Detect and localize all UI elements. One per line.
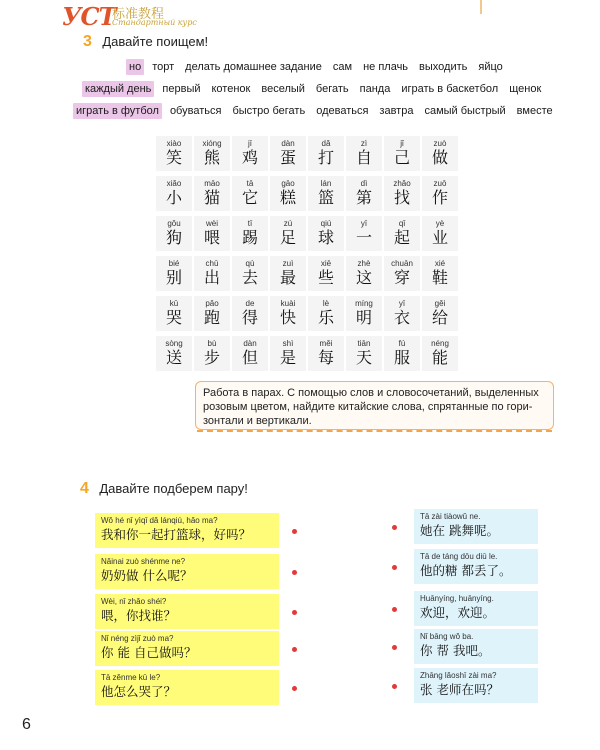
- phrase-hanzi: 你 帮 我吧。: [420, 643, 491, 658]
- header-divider: [480, 0, 482, 14]
- cell-pinyin: bié: [168, 259, 180, 268]
- phrase-pinyin: Nǐ bāng wǒ ba.: [420, 632, 474, 641]
- cell-character: 服: [393, 348, 410, 367]
- cell-character: 作: [431, 188, 448, 207]
- grid-cell: [156, 256, 192, 291]
- header-chinese-title: 标准教程: [112, 7, 165, 22]
- cell-pinyin: de: [245, 299, 255, 308]
- word: щенок: [509, 83, 542, 95]
- grid-cell: [156, 136, 192, 171]
- section3-number: 3: [83, 33, 92, 50]
- grid-cell: [384, 296, 420, 331]
- grid-cell: [270, 176, 306, 211]
- cell-pinyin: chuān: [391, 259, 413, 268]
- cell-character: 找: [393, 188, 410, 207]
- cell-character: 做: [431, 148, 448, 167]
- instruction-box-dashed-edge: [197, 430, 552, 432]
- section4-title: Давайте подберем пару!: [99, 481, 248, 496]
- cell-character: 第: [355, 188, 372, 207]
- word: играть в баскетбол: [401, 83, 499, 95]
- cell-character: 鸡: [241, 148, 258, 167]
- cell-pinyin: gěi: [434, 299, 446, 308]
- cell-pinyin: zuì: [282, 259, 294, 268]
- grid-cell: [194, 336, 230, 371]
- grid-cell: [308, 296, 344, 331]
- word: завтра: [379, 105, 414, 117]
- cell-character: 这: [355, 268, 372, 287]
- cell-character: 送: [165, 348, 182, 367]
- grid-cell: [194, 136, 230, 171]
- phrase-pinyin: Huānyíng, huānyíng.: [420, 594, 494, 603]
- word: яйцо: [478, 61, 503, 73]
- matching-left-phrase: [95, 594, 279, 629]
- phrase-pinyin: Tā de táng dōu diū le.: [420, 552, 498, 561]
- header-russian-title: Стандартный курс: [112, 18, 197, 27]
- matching-right-phrase: [414, 549, 538, 584]
- cell-pinyin: yī: [398, 299, 406, 308]
- grid-cell: [384, 256, 420, 291]
- right-connector-dot[interactable]: [392, 525, 397, 530]
- cell-pinyin: jǐ: [400, 139, 404, 148]
- grid-cell: [308, 136, 344, 171]
- cell-pinyin: jī: [248, 139, 252, 148]
- word: самый быстрый: [424, 105, 506, 117]
- instruction-line: розовым цветом, найдите китайские слова, спрятанные по гори-: [203, 401, 533, 413]
- word-bank-row: [82, 81, 549, 97]
- highlighted-word: каждый день: [82, 81, 154, 97]
- grid-cell: [346, 176, 382, 211]
- cell-character: 鞋: [431, 268, 448, 287]
- cell-character: 穿: [393, 268, 410, 287]
- highlighted-word: играть в футбол: [73, 103, 162, 119]
- section4-number: 4: [80, 480, 89, 497]
- phrase-hanzi: 她在 跳舞呢。: [420, 523, 499, 538]
- word-bank-row: [126, 59, 511, 75]
- cell-character: 它: [241, 188, 258, 207]
- cell-pinyin: zì: [360, 139, 368, 148]
- grid-cell: [270, 136, 306, 171]
- grid-cell: [346, 336, 382, 371]
- phrase-pinyin: Wèi, nǐ zhǎo shéi?: [101, 597, 167, 606]
- character-grid: [156, 136, 462, 376]
- left-connector-dot[interactable]: [292, 570, 297, 575]
- cell-pinyin: qǐ: [398, 219, 406, 228]
- word: веселый: [261, 83, 305, 95]
- phrase-hanzi: 他的糖 都丢了。: [420, 563, 512, 578]
- grid-row: [156, 336, 462, 371]
- grid-row: [156, 176, 462, 211]
- cell-character: 踢: [241, 228, 258, 247]
- grid-cell: [156, 176, 192, 211]
- cell-pinyin: qù: [245, 259, 255, 268]
- cell-character: 打: [317, 148, 334, 167]
- cell-pinyin: xióng: [202, 139, 222, 148]
- word: первый: [162, 83, 201, 95]
- cell-character: 糕: [279, 188, 296, 207]
- cell-pinyin: xiē: [320, 259, 332, 268]
- word: котенок: [211, 83, 251, 95]
- cell-character: 喂: [203, 228, 220, 247]
- cell-pinyin: dǎ: [321, 139, 331, 148]
- cell-character: 给: [431, 308, 448, 327]
- grid-cell: [194, 296, 230, 331]
- cell-pinyin: měi: [319, 339, 333, 348]
- section3-title: Давайте поищем!: [102, 34, 209, 49]
- grid-cell: [422, 336, 458, 371]
- grid-cell: [346, 256, 382, 291]
- matching-left-phrase: [95, 554, 279, 589]
- cell-pinyin: bù: [207, 339, 217, 348]
- left-connector-dot[interactable]: [292, 686, 297, 691]
- cell-character: 明: [355, 308, 372, 327]
- cell-character: 笑: [165, 148, 182, 167]
- cell-pinyin: sòng: [165, 339, 183, 348]
- grid-cell: [270, 216, 306, 251]
- cell-character: 出: [203, 268, 220, 287]
- cell-pinyin: míng: [355, 299, 373, 308]
- cell-character: 一: [355, 228, 372, 247]
- series-logo: УСТ: [62, 2, 116, 31]
- grid-cell: [194, 216, 230, 251]
- grid-cell: [156, 296, 192, 331]
- grid-cell: [346, 136, 382, 171]
- cell-character: 篮: [317, 188, 334, 207]
- cell-character: 狗: [165, 228, 182, 247]
- cell-pinyin: xié: [434, 259, 446, 268]
- cell-pinyin: wèi: [205, 219, 218, 228]
- left-connector-dot[interactable]: [292, 529, 297, 534]
- grid-cell: [270, 336, 306, 371]
- word: делать домашнее задание: [185, 61, 322, 73]
- grid-cell: [422, 176, 458, 211]
- cell-pinyin: xiǎo: [166, 179, 182, 188]
- matching-left-phrase: [95, 631, 279, 666]
- cell-pinyin: tiān: [357, 339, 371, 348]
- grid-cell: [384, 336, 420, 371]
- word: выходить: [419, 61, 468, 73]
- cell-pinyin: dì: [360, 179, 368, 188]
- phrase-pinyin: Tā zěnme kū le?: [101, 673, 161, 682]
- grid-cell: [156, 336, 192, 371]
- cell-pinyin: pǎo: [205, 299, 219, 308]
- cell-character: 自: [355, 148, 372, 167]
- grid-cell: [384, 176, 420, 211]
- cell-character: 但: [241, 348, 258, 367]
- word: торт: [152, 61, 175, 73]
- word: бегать: [315, 83, 349, 95]
- grid-cell: [346, 296, 382, 331]
- phrase-hanzi: 我和你一起打篮球，好吗？: [101, 527, 252, 542]
- cell-pinyin: tā: [246, 179, 254, 188]
- grid-row: [156, 216, 462, 251]
- cell-pinyin: yè: [435, 219, 445, 228]
- cell-character: 步: [203, 348, 220, 367]
- grid-cell: [232, 256, 268, 291]
- word: одеваться: [316, 105, 369, 117]
- cell-pinyin: lán: [320, 179, 332, 188]
- instruction-line: зонтали и вертикали.: [203, 415, 312, 427]
- instruction-box: [195, 381, 554, 430]
- right-connector-dot[interactable]: [392, 565, 397, 570]
- right-connector-dot[interactable]: [392, 684, 397, 689]
- cell-pinyin: dàn: [243, 339, 257, 348]
- cell-character: 最: [279, 268, 296, 287]
- cell-character: 天: [355, 348, 372, 367]
- cell-pinyin: gǒu: [167, 219, 181, 228]
- phrase-pinyin: Nǎinai zuò shénme ne?: [101, 557, 186, 566]
- cell-pinyin: xiào: [166, 139, 182, 148]
- matching-right-phrase: [414, 668, 538, 703]
- word-bank-row: [73, 103, 561, 119]
- word: панда: [359, 83, 391, 95]
- phrase-hanzi: 欢迎，欢迎。: [420, 605, 496, 620]
- matching-right-phrase: [414, 591, 538, 626]
- right-connector-dot[interactable]: [392, 645, 397, 650]
- section3-heading: [83, 33, 208, 51]
- word: сам: [332, 61, 353, 73]
- grid-cell: [384, 136, 420, 171]
- phrase-pinyin: Wǒ hé nǐ yìqǐ dǎ lánqiú, hǎo ma?: [101, 516, 218, 525]
- grid-cell: [156, 216, 192, 251]
- grid-cell: [308, 176, 344, 211]
- cell-pinyin: gāo: [281, 179, 295, 188]
- matching-right-phrase: [414, 629, 538, 664]
- word: быстро бегать: [232, 105, 306, 117]
- grid-cell: [422, 216, 458, 251]
- cell-pinyin: yī: [360, 219, 368, 228]
- cell-character: 熊: [203, 148, 220, 167]
- phrase-hanzi: 你 能 自己做吗？: [101, 645, 197, 660]
- cell-character: 每: [317, 348, 334, 367]
- phrase-hanzi: 奶奶做 什么呢？: [101, 568, 193, 583]
- left-connector-dot[interactable]: [292, 647, 297, 652]
- phrase-pinyin: Tā zài tiàowǔ ne.: [420, 512, 481, 521]
- grid-cell: [270, 256, 306, 291]
- phrase-hanzi: 张 老师在吗？: [420, 682, 499, 697]
- grid-cell: [308, 216, 344, 251]
- cell-character: 去: [241, 268, 258, 287]
- word: обуваться: [169, 105, 222, 117]
- grid-row: [156, 296, 462, 331]
- cell-pinyin: kuài: [280, 299, 296, 308]
- cell-pinyin: kū: [169, 299, 179, 308]
- grid-cell: [232, 216, 268, 251]
- cell-character: 是: [279, 348, 296, 367]
- cell-pinyin: zú: [283, 219, 293, 228]
- page-number: 6: [22, 716, 31, 733]
- section4-heading: [80, 480, 248, 498]
- word: вместе: [516, 105, 553, 117]
- cell-character: 业: [431, 228, 448, 247]
- instruction-line: Работа в парах. С помощью слов и словосочетаний, выделенных: [203, 387, 539, 399]
- matching-left-phrase: [95, 513, 279, 548]
- cell-pinyin: qiú: [320, 219, 332, 228]
- cell-character: 得: [241, 308, 258, 327]
- cell-character: 哭: [165, 308, 182, 327]
- cell-character: 蛋: [279, 148, 296, 167]
- cell-pinyin: zuò: [433, 139, 447, 148]
- cell-pinyin: néng: [431, 339, 449, 348]
- grid-cell: [232, 176, 268, 211]
- cell-character: 球: [317, 228, 334, 247]
- grid-cell: [194, 256, 230, 291]
- grid-cell: [308, 256, 344, 291]
- cell-pinyin: shì: [282, 339, 294, 348]
- matching-right-phrase: [414, 509, 538, 544]
- phrase-pinyin: Nǐ néng zìjǐ zuò ma?: [101, 634, 174, 643]
- right-connector-dot[interactable]: [392, 607, 397, 612]
- cell-character: 些: [317, 268, 334, 287]
- grid-cell: [232, 296, 268, 331]
- cell-character: 乐: [317, 308, 334, 327]
- cell-pinyin: zhǎo: [393, 179, 411, 188]
- grid-cell: [232, 136, 268, 171]
- phrase-hanzi: 他怎么哭了？: [101, 684, 177, 699]
- grid-cell: [384, 216, 420, 251]
- cell-character: 衣: [393, 308, 410, 327]
- cell-character: 己: [393, 148, 410, 167]
- cell-pinyin: māo: [204, 179, 220, 188]
- cell-pinyin: lè: [322, 299, 330, 308]
- grid-cell: [422, 256, 458, 291]
- grid-cell: [308, 336, 344, 371]
- grid-cell: [270, 296, 306, 331]
- phrase-pinyin: Zhāng lǎoshī zài ma?: [420, 671, 497, 680]
- left-connector-dot[interactable]: [292, 610, 297, 615]
- cell-pinyin: chū: [205, 259, 219, 268]
- cell-character: 猫: [203, 188, 220, 207]
- cell-pinyin: zuō: [433, 179, 447, 188]
- cell-character: 起: [393, 228, 410, 247]
- matching-left-phrase: [95, 670, 279, 705]
- cell-pinyin: tī: [247, 219, 253, 228]
- grid-cell: [232, 336, 268, 371]
- word: не плачь: [363, 61, 409, 73]
- highlighted-word: но: [126, 59, 144, 75]
- cell-pinyin: fú: [398, 339, 406, 348]
- cell-pinyin: zhè: [357, 259, 371, 268]
- cell-character: 别: [165, 268, 182, 287]
- grid-row: [156, 136, 462, 171]
- grid-cell: [346, 216, 382, 251]
- cell-character: 足: [279, 228, 296, 247]
- cell-pinyin: dàn: [281, 139, 295, 148]
- cell-character: 快: [279, 308, 296, 327]
- grid-cell: [194, 176, 230, 211]
- cell-character: 能: [431, 348, 448, 367]
- cell-character: 跑: [203, 308, 220, 327]
- grid-cell: [422, 136, 458, 171]
- grid-row: [156, 256, 462, 291]
- cell-character: 小: [165, 188, 182, 207]
- grid-cell: [422, 296, 458, 331]
- phrase-hanzi: 喂，你找谁？: [101, 608, 177, 623]
